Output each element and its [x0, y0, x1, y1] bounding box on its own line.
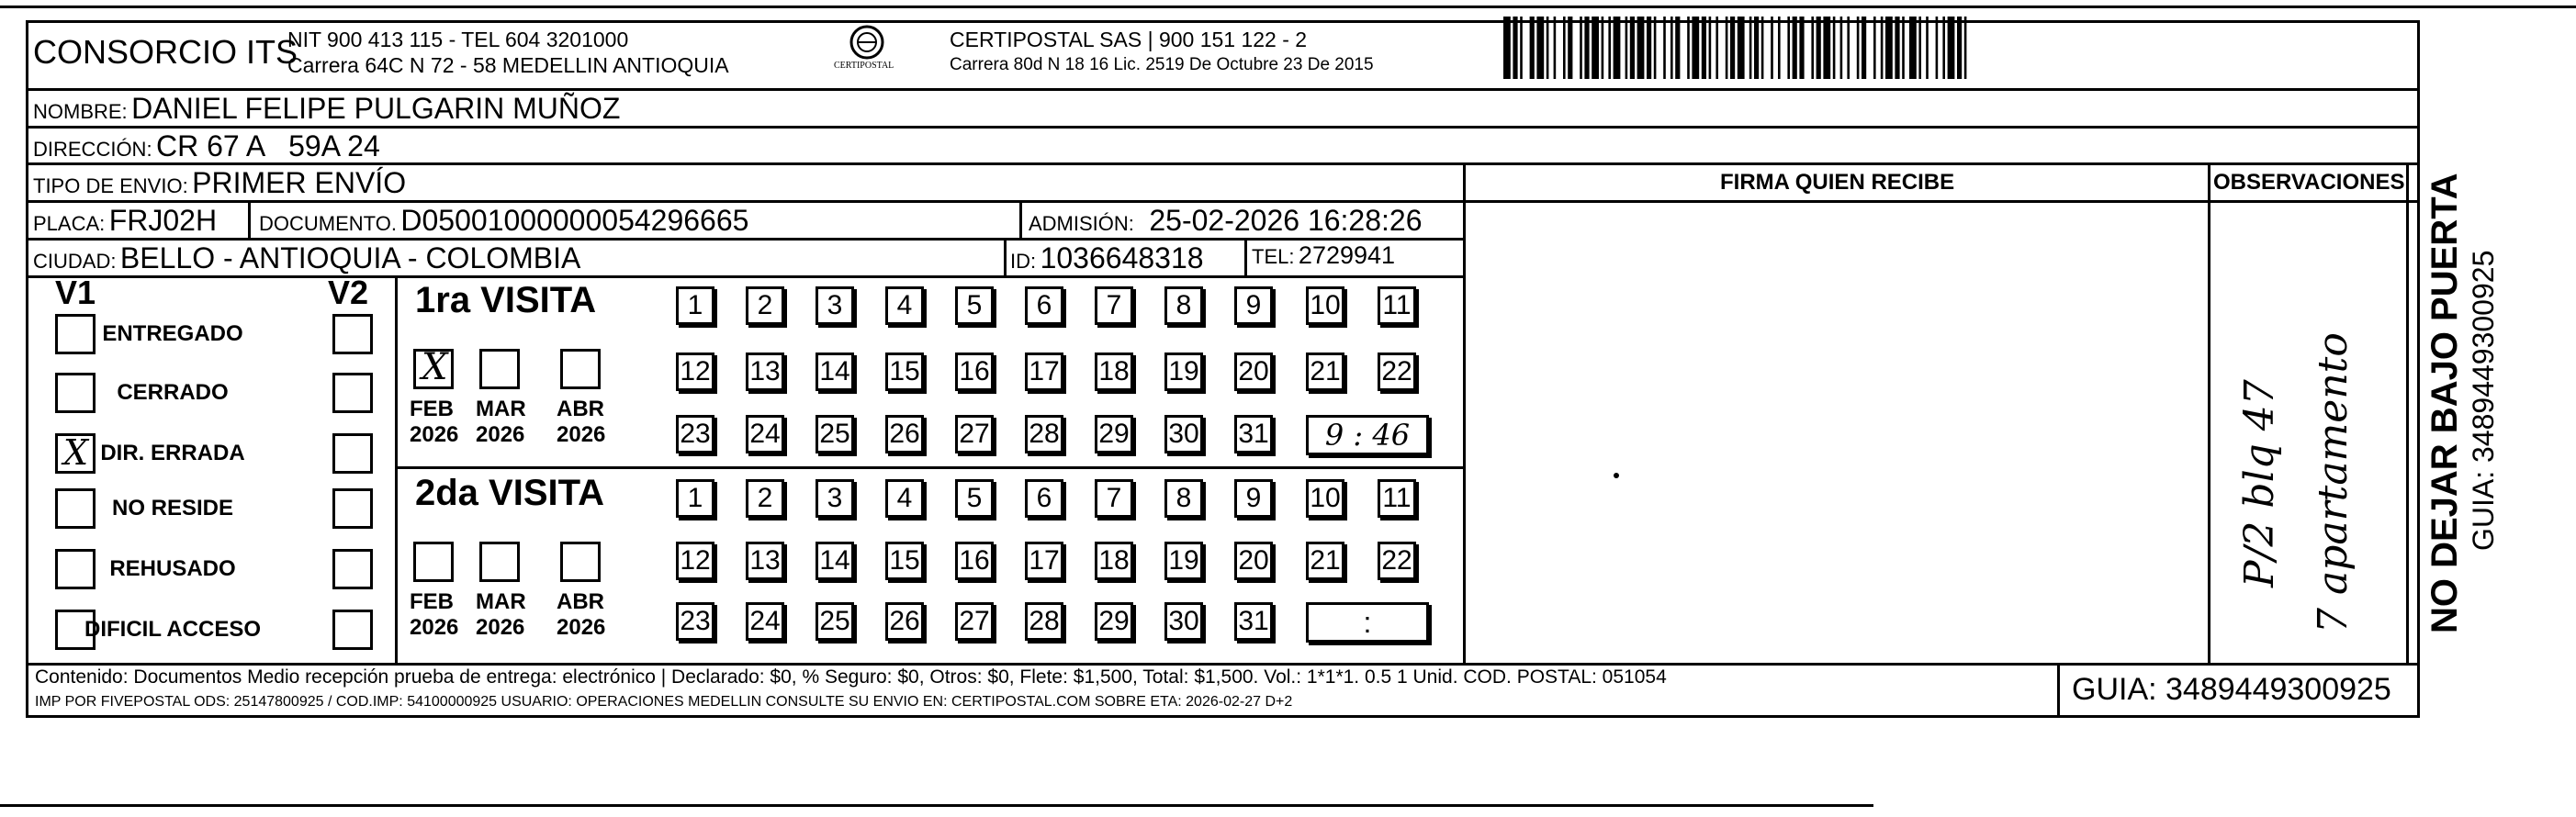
v2-checkbox[interactable] — [332, 549, 373, 589]
barcode-bar — [1702, 17, 1706, 79]
second-visit-day-box[interactable]: 15 — [885, 542, 924, 580]
barcode-bar — [1520, 17, 1523, 79]
second-visit-month-label: MAR — [476, 589, 526, 614]
second-visit-day-box[interactable]: 16 — [955, 542, 994, 580]
barcode-bar — [1936, 17, 1939, 79]
barcode-bar — [1730, 17, 1735, 79]
v2-checkbox[interactable] — [332, 433, 373, 474]
scan-dot — [1614, 473, 1619, 478]
first-visit-time-box[interactable] — [1306, 415, 1429, 455]
barcode-bar — [1918, 17, 1921, 79]
barcode-bar — [1749, 17, 1752, 79]
second-visit-day-box[interactable]: 9 — [1234, 479, 1273, 518]
first-visit-day-box[interactable]: 26 — [885, 415, 924, 453]
second-visit-month-checkbox[interactable] — [413, 542, 454, 582]
barcode-bar — [1862, 17, 1866, 79]
barcode-bar — [1885, 17, 1893, 79]
observations-line2: 7 apartamento — [2310, 332, 2357, 633]
second-visit-day-box[interactable]: 14 — [816, 542, 854, 580]
barcode-bar — [1513, 17, 1517, 79]
barcode-bar — [1895, 17, 1899, 79]
barcode-bar — [1692, 17, 1699, 79]
barcode-bar — [1625, 17, 1628, 79]
second-visit-day-box[interactable]: 24 — [746, 602, 784, 641]
barcode-bar — [1881, 17, 1884, 79]
second-visit-day-box[interactable]: 25 — [816, 602, 854, 641]
rule — [395, 275, 398, 663]
second-visit-day-box[interactable]: 2 — [746, 479, 784, 518]
barcode-bar — [1793, 17, 1797, 79]
first-visit-day-box[interactable]: 27 — [955, 415, 994, 453]
first-visit-day-box[interactable]: 9 — [1234, 286, 1273, 325]
status-label: ENTREGADO — [102, 321, 243, 346]
barcode-bar — [1654, 17, 1657, 79]
side-guia: GUIA: 3489449300925 — [2467, 250, 2500, 551]
observations-header: OBSERVACIONES — [2213, 170, 2405, 195]
second-visit-day-box[interactable]: 26 — [885, 602, 924, 641]
admission-value: 25-02-2026 16:28:26 — [1149, 204, 1423, 237]
city-value: BELLO - ANTIOQUIA - COLOMBIA — [119, 241, 581, 274]
second-visit-day-box[interactable]: 23 — [676, 602, 714, 641]
document-label: DOCUMENTO. — [259, 212, 397, 235]
document-value: D05001000000054296665 — [400, 204, 749, 237]
rule — [1244, 238, 1247, 275]
second-visit-day-box[interactable]: 29 — [1095, 602, 1133, 641]
name-field — [33, 92, 620, 126]
first-visit-day-box[interactable]: 29 — [1095, 415, 1133, 453]
status-label: DIR. ERRADA — [100, 441, 245, 465]
admission-label: ADMISIÓN: — [1029, 212, 1134, 235]
first-visit-day-box[interactable]: 15 — [885, 353, 924, 391]
rule — [2406, 162, 2409, 663]
second-visit-day-box[interactable]: 10 — [1306, 479, 1344, 518]
barcode-bar — [1530, 17, 1535, 79]
signature-header: FIRMA QUIEN RECIBE — [1720, 170, 1955, 195]
city-label: CIUDAD: — [33, 250, 117, 273]
barcode-bar — [1614, 17, 1621, 79]
barcode-bar — [1847, 17, 1850, 79]
name-value: DANIEL FELIPE PULGARIN MUÑOZ — [131, 92, 621, 125]
address-label: DIRECCIÓN: — [33, 138, 152, 161]
second-visit-month-year: 2026 — [557, 615, 606, 640]
plate-field — [33, 204, 217, 238]
barcode-bar — [1926, 17, 1929, 79]
barcode-bar — [1957, 17, 1962, 79]
second-visit-day-box[interactable]: 18 — [1095, 542, 1133, 580]
rule — [26, 162, 2420, 165]
first-visit-day-box[interactable]: 31 — [1234, 415, 1273, 453]
document-field — [259, 204, 748, 238]
first-visit-day-box[interactable]: 1 — [676, 286, 714, 325]
admission-field — [1029, 204, 1423, 238]
second-visit-month-year: 2026 — [476, 615, 525, 640]
second-visit-day-box[interactable]: 12 — [676, 542, 714, 580]
status-label: REHUSADO — [109, 556, 236, 581]
second-visit-day-box[interactable]: 30 — [1164, 602, 1203, 641]
barcode-bar — [1948, 17, 1955, 79]
first-visit-title: 1ra VISITA — [415, 280, 597, 320]
type-label: TIPO DE ENVIO: — [33, 174, 188, 197]
first-visit-day-box[interactable]: 2 — [746, 286, 784, 325]
footer-content: Contenido: Documentos Medio recepción prueba de entrega: electrónico | Declarado: $0, % Seguro: $0, Otros: $0, Flete: $1,500, Total: $1,500. Vol.: 1*1*1. 0.5 1 Unid. COD. POSTAL: 051054 — [35, 666, 1667, 688]
rule — [1019, 200, 1022, 238]
first-visit-day-box[interactable]: 24 — [746, 415, 784, 453]
address-value: CR 67 A 59A 24 — [156, 129, 380, 162]
second-visit-day-box[interactable]: 4 — [885, 479, 924, 518]
barcode-bar — [1857, 17, 1860, 79]
barcode-bar — [1823, 17, 1830, 79]
barcode-bar — [1709, 17, 1712, 79]
first-visit-day-box[interactable]: 4 — [885, 286, 924, 325]
second-visit-month-checkbox[interactable] — [479, 542, 520, 582]
footer-guia: GUIA: 3489449300925 — [2072, 672, 2391, 707]
id-value: 1036648318 — [1040, 241, 1204, 274]
first-visit-day-box[interactable]: 6 — [1025, 286, 1063, 325]
v1-checkmark: X — [63, 432, 89, 473]
barcode-bar — [1592, 17, 1599, 79]
v2-checkbox[interactable] — [332, 610, 373, 650]
first-visit-day-box[interactable]: 22 — [1378, 353, 1416, 391]
first-visit-day-box[interactable]: 23 — [676, 415, 714, 453]
second-visit-day-box[interactable]: 7 — [1095, 479, 1133, 518]
first-visit-day-box[interactable]: 11 — [1378, 286, 1416, 325]
side-warning: NO DEJAR BAJO PUERTA — [2424, 173, 2465, 633]
first-visit-day-box[interactable]: 3 — [816, 286, 854, 325]
barcode-bar — [1942, 17, 1945, 79]
first-visit-day-box[interactable]: 25 — [816, 415, 854, 453]
barcode-bar — [1811, 17, 1814, 79]
id-label: ID: — [1010, 250, 1037, 273]
first-visit-day-box[interactable]: 7 — [1095, 286, 1133, 325]
rule — [26, 126, 2420, 129]
barcode-bar — [1675, 17, 1680, 79]
barcode-bar — [1909, 17, 1917, 79]
barcode-bar — [1799, 17, 1804, 79]
barcode-bar — [1817, 17, 1821, 79]
second-visit-day-box[interactable]: 28 — [1025, 602, 1063, 641]
first-visit-day-box[interactable]: 17 — [1025, 353, 1063, 391]
barcode-bar — [1738, 17, 1745, 79]
top-edge — [0, 6, 2576, 8]
barcode-bar — [1630, 17, 1635, 79]
first-visit-month-mark: X — [422, 346, 448, 388]
bottom-edge — [0, 804, 1873, 807]
rule — [26, 88, 2420, 91]
second-visit-day-box[interactable]: 31 — [1234, 602, 1273, 641]
tel-field — [1252, 241, 1395, 270]
second-visit-title: 2da VISITA — [415, 473, 604, 513]
second-visit-day-box[interactable]: 6 — [1025, 479, 1063, 518]
barcode-bar — [1670, 17, 1673, 79]
second-visit-day-box[interactable]: 5 — [955, 479, 994, 518]
first-visit-day-box[interactable]: 19 — [1164, 353, 1203, 391]
second-visit-month-checkbox[interactable] — [560, 542, 601, 582]
rule — [1004, 238, 1007, 275]
company-address: Carrera 64C N 72 - 58 MEDELLIN ANTIOQUIA — [287, 53, 729, 77]
barcode-bar — [1771, 17, 1773, 79]
certipostal-logo — [834, 24, 896, 81]
second-visit-month-label: FEB — [410, 589, 454, 614]
barcode-bar — [1563, 17, 1566, 79]
city-field — [33, 241, 580, 275]
address-field — [33, 129, 380, 163]
company-name: CONSORCIO ITS — [33, 33, 298, 71]
rule — [26, 238, 1463, 241]
first-visit-month-year: 2026 — [410, 422, 459, 447]
barcode-bar — [1580, 17, 1582, 79]
name-label: NOMBRE: — [33, 100, 128, 123]
status-label: CERRADO — [117, 380, 229, 405]
first-visit-day-box[interactable]: 21 — [1306, 353, 1344, 391]
barcode-bar — [1840, 17, 1843, 79]
status-label: DIFICIL ACCESO — [84, 617, 261, 642]
v2-checkbox[interactable] — [332, 488, 373, 529]
first-visit-month-checkbox[interactable] — [560, 349, 601, 389]
second-visit-day-box[interactable]: 17 — [1025, 542, 1063, 580]
certipostal-info: CERTIPOSTAL SAS | 900 151 122 - 2 — [950, 28, 1308, 51]
logo-text: CERTIPOSTAL — [834, 61, 894, 71]
second-visit-day-box[interactable]: 11 — [1378, 479, 1416, 518]
first-visit-month-label: FEB — [410, 397, 454, 421]
first-visit-month-checkbox[interactable] — [413, 346, 454, 389]
first-visit-day-box[interactable]: 28 — [1025, 415, 1063, 453]
first-visit-time-value: 9 : 46 — [1324, 418, 1411, 453]
status-label: NO RESIDE — [111, 496, 234, 520]
second-visit-day-box[interactable]: 21 — [1306, 542, 1344, 580]
rule — [26, 663, 2420, 666]
barcode-bar — [1647, 17, 1651, 79]
barcode-bar — [1568, 17, 1572, 79]
rule — [248, 200, 251, 238]
first-visit-day-box[interactable]: 20 — [1234, 353, 1273, 391]
barcode-bar — [1726, 17, 1728, 79]
second-visit-day-box[interactable]: 22 — [1378, 542, 1416, 580]
first-visit-month-checkbox[interactable] — [479, 349, 520, 389]
first-visit-day-box[interactable]: 10 — [1306, 286, 1344, 325]
second-visit-day-box[interactable]: 8 — [1164, 479, 1203, 518]
second-visit-day-box[interactable]: 19 — [1164, 542, 1203, 580]
signature-area — [1466, 202, 2208, 663]
first-visit-day-box[interactable]: 16 — [955, 353, 994, 391]
barcode-bar — [1778, 17, 1781, 79]
second-visit-day-box[interactable]: 13 — [746, 542, 784, 580]
barcode-bar — [1547, 17, 1549, 79]
second-visit-day-box[interactable]: 1 — [676, 479, 714, 518]
barcode — [1502, 17, 2186, 79]
barcode-bar — [1902, 17, 1905, 79]
company-nit: NIT 900 413 115 - TEL 604 3201000 — [287, 28, 629, 51]
barcode-bar — [1637, 17, 1645, 79]
barcode-bar — [1608, 17, 1611, 79]
barcode-bar — [1787, 17, 1790, 79]
barcode-bar — [1663, 17, 1666, 79]
certipostal-license: Carrera 80d N 18 16 Lic. 2519 De Octubre 23 De 2015 — [950, 55, 1374, 74]
first-visit-day-box[interactable]: 13 — [746, 353, 784, 391]
barcode-bar — [1536, 17, 1544, 79]
observations-area — [2210, 202, 2406, 663]
type-value: PRIMER ENVÍO — [192, 166, 407, 199]
second-visit-month-year: 2026 — [410, 615, 459, 640]
plate-value: FRJ02H — [108, 204, 218, 237]
first-visit-day-box[interactable]: 5 — [955, 286, 994, 325]
first-visit-month-year: 2026 — [476, 422, 525, 447]
v2-label: V2 — [328, 274, 369, 311]
first-visit-month-year: 2026 — [557, 422, 606, 447]
tel-label: TEL: — [1252, 245, 1295, 268]
v1-label: V1 — [55, 274, 96, 311]
second-visit-day-box[interactable]: 27 — [955, 602, 994, 641]
tel-value: 2729941 — [1298, 241, 1396, 269]
first-visit-day-box[interactable]: 8 — [1164, 286, 1203, 325]
rule — [26, 275, 1463, 278]
barcode-bar — [1503, 17, 1511, 79]
barcode-bar — [1761, 17, 1764, 79]
second-visit-time-value: : — [1363, 606, 1372, 639]
second-visit-day-box[interactable]: 20 — [1234, 542, 1273, 580]
barcode-bar — [1584, 17, 1589, 79]
barcode-bar — [1687, 17, 1690, 79]
barcode-bar — [1554, 17, 1557, 79]
first-visit-day-box[interactable]: 30 — [1164, 415, 1203, 453]
first-visit-month-label: ABR — [557, 397, 604, 421]
barcode-bar — [1833, 17, 1836, 79]
first-visit-month-label: MAR — [476, 397, 526, 421]
second-visit-month-label: ABR — [557, 589, 604, 614]
observations-line1: P/2 blq 47 — [2236, 379, 2283, 588]
second-visit-time-box[interactable] — [1306, 602, 1429, 643]
type-field — [33, 166, 406, 200]
v2-checkbox[interactable] — [332, 373, 373, 413]
barcode-bar — [1964, 17, 1967, 79]
rule — [2057, 663, 2060, 718]
footer-imp: IMP POR FIVEPOSTAL ODS: 25147800925 / COD.IMP: 54100000925 USUARIO: OPERACIONES MEDELLIN CONSULTE SU ENVIO EN: CERTIPOSTAL.COM SOBRE ETA: 2026-02-27 D+2 — [35, 694, 1293, 710]
barcode-bar — [1602, 17, 1604, 79]
barcode-bar — [1754, 17, 1759, 79]
second-visit-day-box[interactable]: 3 — [816, 479, 854, 518]
plate-label: PLACA: — [33, 212, 106, 235]
barcode-bar — [1873, 17, 1876, 79]
first-visit-day-box[interactable]: 18 — [1095, 353, 1133, 391]
rule — [395, 466, 1463, 469]
barcode-bar — [1715, 17, 1718, 79]
first-visit-day-box[interactable]: 14 — [816, 353, 854, 391]
id-field — [1010, 241, 1204, 275]
v2-checkbox[interactable] — [332, 314, 373, 354]
first-visit-day-box[interactable]: 12 — [676, 353, 714, 391]
